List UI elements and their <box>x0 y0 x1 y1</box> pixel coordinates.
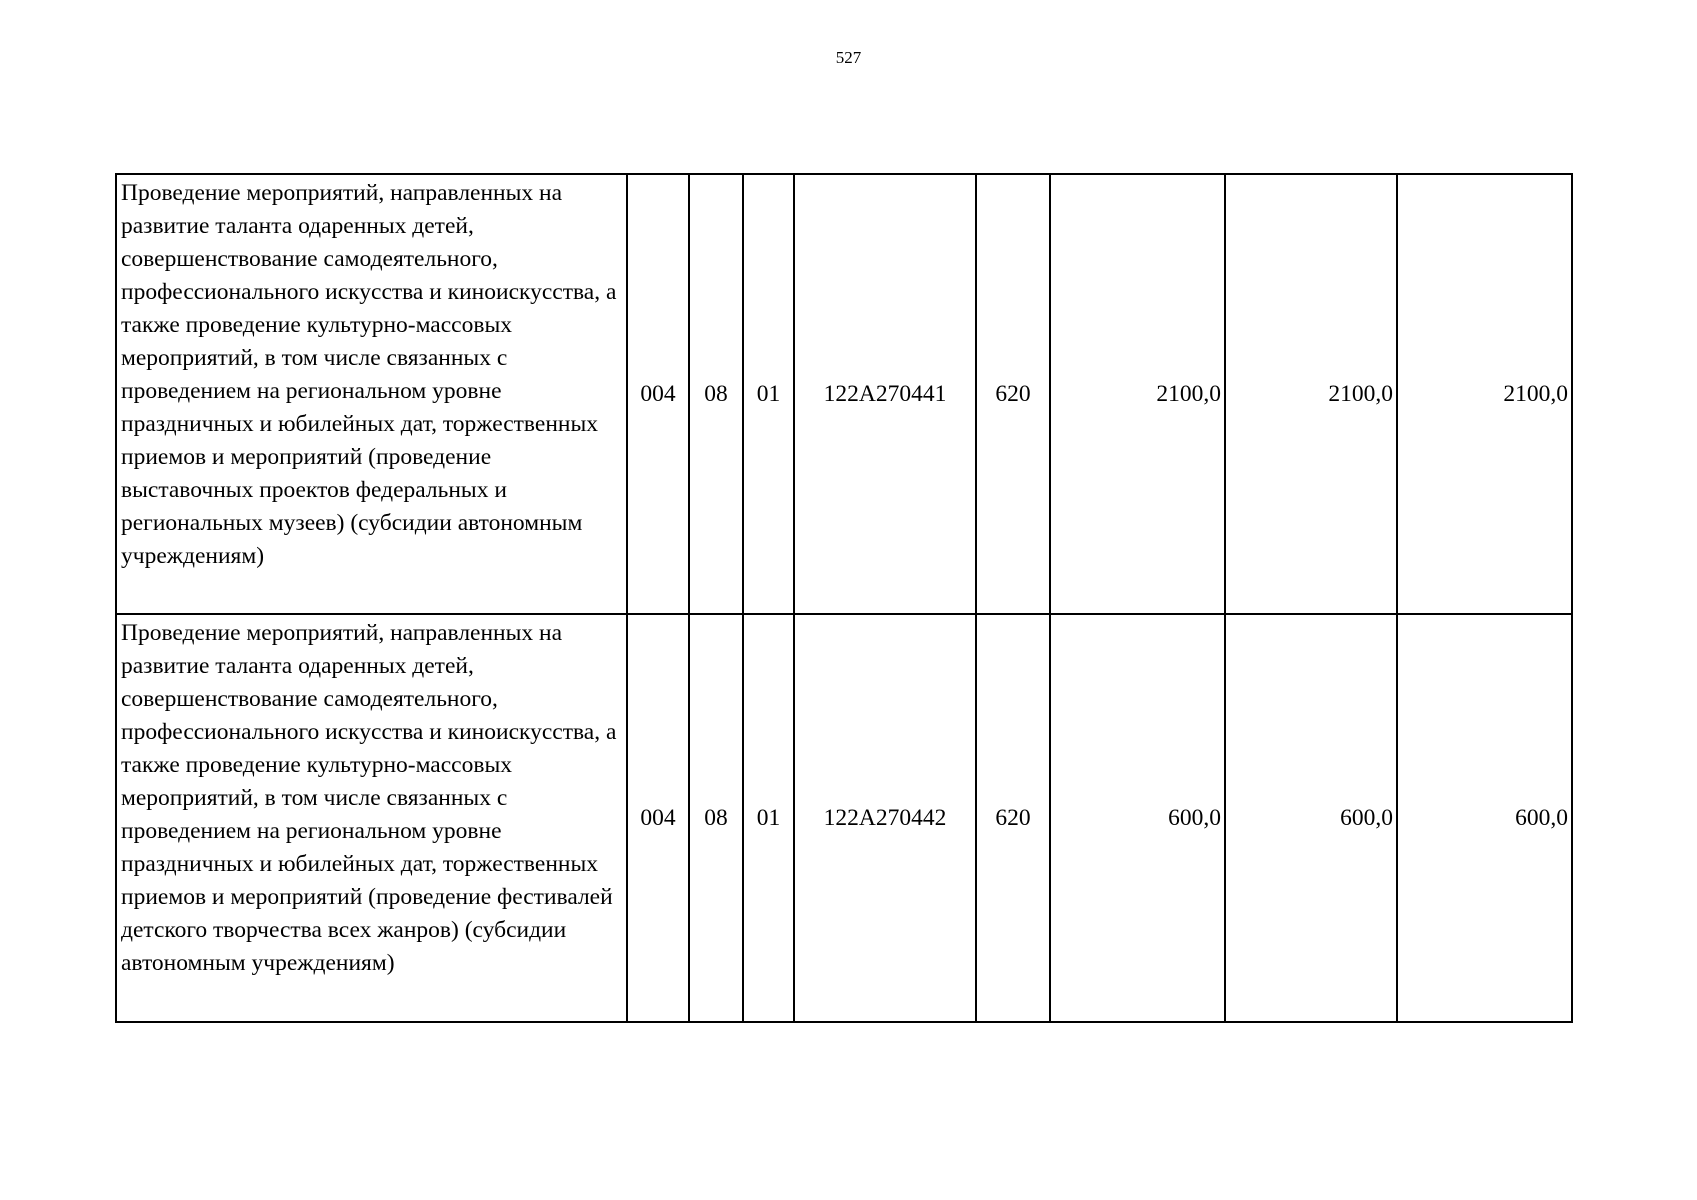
target-article-code: 122А270442 <box>794 614 976 1022</box>
ministry-code: 004 <box>627 174 689 614</box>
ministry-code: 004 <box>627 614 689 1022</box>
amount-year-3: 2100,0 <box>1397 174 1572 614</box>
section-code: 08 <box>689 174 743 614</box>
amount-year-2: 2100,0 <box>1225 174 1397 614</box>
subsection-code: 01 <box>743 614 794 1022</box>
row-description: Проведение мероприятий, направленных на развитие таланта одаренных детей, совершенствование самодеятельного, профессионального искусства и киноискусства, а также проведение культурно-массовых мероприятий, в том числе связанных с проведением на региональном уровне праздничных и юбилейных дат, торжественных приемов и мероприятий (проведение фестивалей детского творчества всех жанров) (субсидии автономным учреждениям) <box>121 620 617 976</box>
budget-table <box>115 173 1573 1023</box>
table-row <box>116 614 1572 1022</box>
table-row <box>116 174 1572 614</box>
amount-year-1: 2100,0 <box>1050 174 1225 614</box>
expense-type-code: 620 <box>976 174 1050 614</box>
row-description: Проведение мероприятий, направленных на развитие таланта одаренных детей, совершенствование самодеятельного, профессионального искусства и киноискусства, а также проведение культурно-массовых мероприятий, в том числе связанных с проведением на региональном уровне праздничных и юбилейных дат, торжественных приемов и мероприятий (проведение выставочных проектов федеральных и региональных музеев) (субсидии автономным учреждениям) <box>121 180 617 569</box>
target-article-code: 122А270441 <box>794 174 976 614</box>
section-code: 08 <box>689 614 743 1022</box>
amount-year-1: 600,0 <box>1050 614 1225 1022</box>
amount-year-3: 600,0 <box>1397 614 1572 1022</box>
expense-type-code: 620 <box>976 614 1050 1022</box>
row-description-cell <box>116 174 627 614</box>
subsection-code: 01 <box>743 174 794 614</box>
page-number: 527 <box>835 48 862 67</box>
row-description-cell <box>116 614 627 1022</box>
amount-year-2: 600,0 <box>1225 614 1397 1022</box>
